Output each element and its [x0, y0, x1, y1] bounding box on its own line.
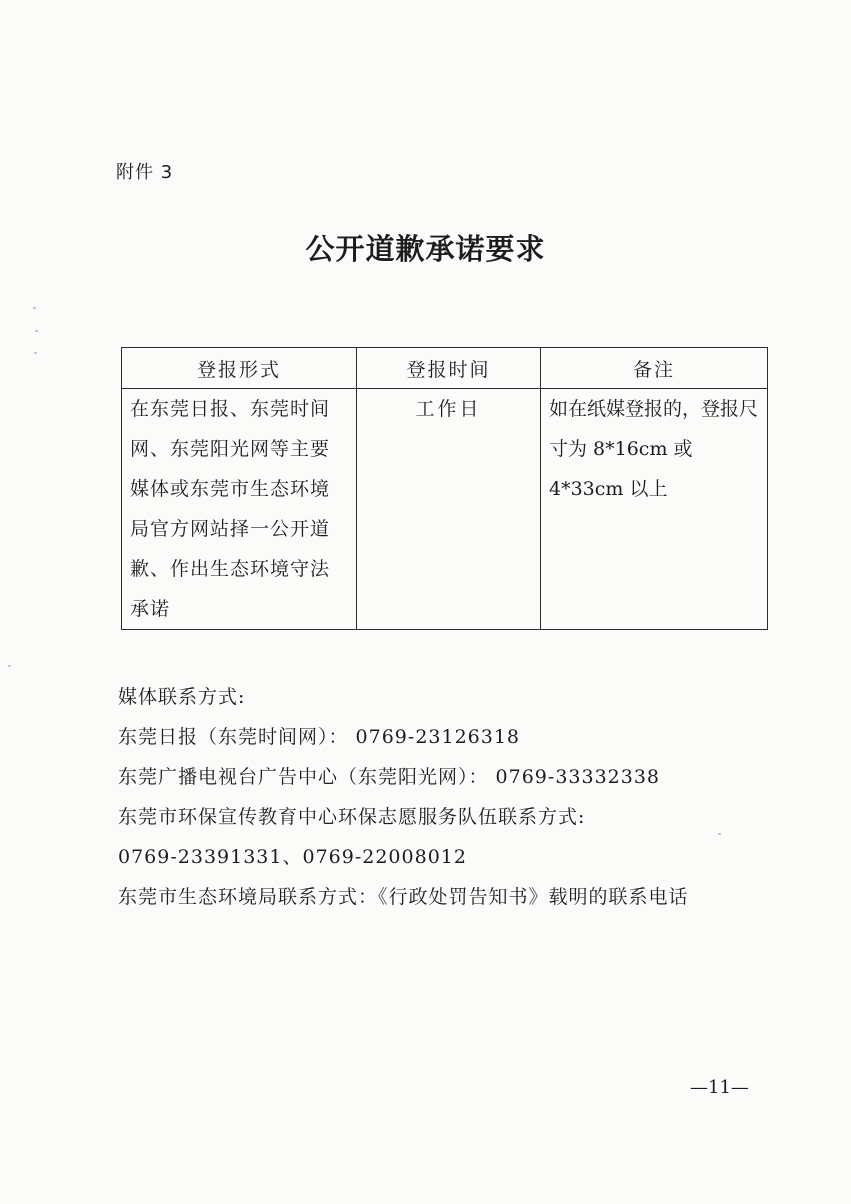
attachment-label: 附件 3 — [116, 162, 174, 183]
requirements-table — [121, 347, 768, 630]
header-form: 登报形式 — [122, 348, 357, 389]
cell-form: 在东莞日报、东莞时间网、东莞阳光网等主要媒体或东莞市生态环境局官方网站择一公开道歉、作出生态环境守法承诺 — [122, 389, 357, 630]
scan-speck — [33, 307, 36, 309]
contact-line: 东莞市环保宣传教育中心环保志愿服务队伍联系方式: — [118, 806, 586, 828]
page-title: 公开道歉承诺要求 — [305, 232, 546, 266]
scan-speck — [718, 833, 721, 835]
header-note: 备注 — [541, 348, 768, 389]
table-row — [122, 389, 768, 630]
page-number: —11— — [690, 1077, 749, 1098]
table-header-row — [122, 348, 768, 389]
contact-heading: 媒体联系方式: — [118, 686, 246, 708]
scan-speck — [35, 330, 38, 332]
contact-line: 东莞日报（东莞时间网）： 0769-23126318 — [118, 726, 521, 748]
cell-time: 工作日 — [357, 389, 541, 630]
contact-line: 东莞市生态环境局联系方式：《行政处罚告知书》载明的联系电话 — [118, 886, 689, 908]
contact-section — [118, 677, 758, 917]
scan-speck — [34, 352, 37, 354]
header-time: 登报时间 — [357, 348, 541, 389]
cell-note: 如在纸媒登报的，登报尺寸为 8*16cm 或 4*33cm 以上 — [541, 389, 768, 630]
contact-line: 东莞广播电视台广告中心（东莞阳光网）： 0769-33332338 — [118, 766, 661, 788]
contact-line: 0769-23391331、0769-22008012 — [118, 846, 467, 868]
scan-speck — [8, 665, 11, 667]
